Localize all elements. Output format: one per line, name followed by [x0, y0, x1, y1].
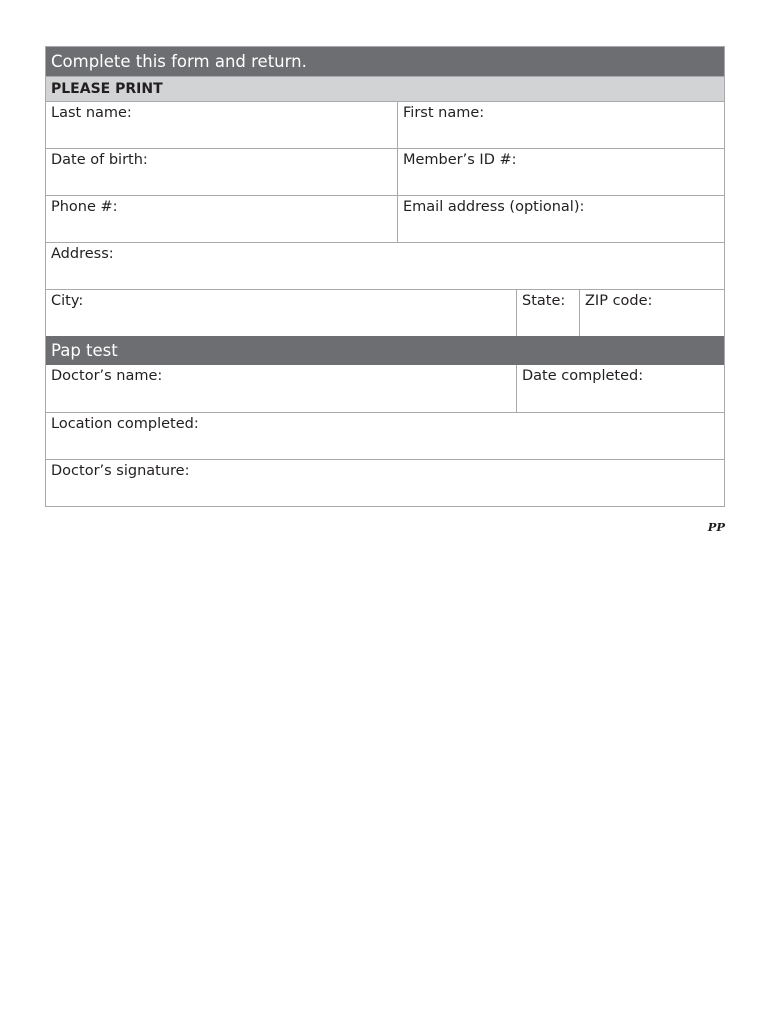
- email-label: Email address (optional):: [403, 199, 585, 215]
- phone-field[interactable]: [46, 196, 397, 242]
- form-code-mark: PP: [707, 520, 725, 534]
- signature-row: [46, 459, 724, 506]
- doctor-date-row: [46, 365, 724, 412]
- member-id-label: Member’s ID #:: [403, 152, 517, 168]
- form-title: Complete this form and return.: [46, 47, 724, 76]
- please-print-label: PLEASE PRINT: [46, 76, 724, 101]
- city-state-zip-row: [46, 289, 724, 336]
- state-field[interactable]: [516, 290, 579, 336]
- doctor-signature-label: Doctor’s signature:: [51, 463, 190, 479]
- location-completed-label: Location completed:: [51, 416, 199, 432]
- zip-code-label: ZIP code:: [585, 293, 653, 309]
- address-label: Address:: [51, 246, 114, 262]
- member-id-field[interactable]: [397, 149, 724, 195]
- location-completed-field[interactable]: [46, 413, 724, 459]
- zip-code-field[interactable]: [579, 290, 724, 336]
- city-field[interactable]: [46, 290, 516, 336]
- city-label: City:: [51, 293, 84, 309]
- date-of-birth-label: Date of birth:: [51, 152, 148, 168]
- return-form: [45, 46, 725, 507]
- dob-id-row: [46, 148, 724, 195]
- contact-row: [46, 195, 724, 242]
- phone-label: Phone #:: [51, 199, 118, 215]
- pap-test-header: Pap test: [46, 336, 724, 365]
- address-field[interactable]: [46, 243, 724, 289]
- last-name-field[interactable]: [46, 102, 397, 148]
- doctor-name-field[interactable]: [46, 365, 516, 412]
- date-of-birth-field[interactable]: [46, 149, 397, 195]
- doctor-name-label: Doctor’s name:: [51, 368, 163, 384]
- date-completed-label: Date completed:: [522, 368, 644, 384]
- date-completed-field[interactable]: [516, 365, 724, 412]
- name-row: [46, 101, 724, 148]
- location-row: [46, 412, 724, 459]
- first-name-label: First name:: [403, 105, 485, 121]
- email-field[interactable]: [397, 196, 724, 242]
- address-row: [46, 242, 724, 289]
- state-label: State:: [522, 293, 566, 309]
- doctor-signature-field[interactable]: [46, 460, 724, 506]
- first-name-field[interactable]: [397, 102, 724, 148]
- last-name-label: Last name:: [51, 105, 132, 121]
